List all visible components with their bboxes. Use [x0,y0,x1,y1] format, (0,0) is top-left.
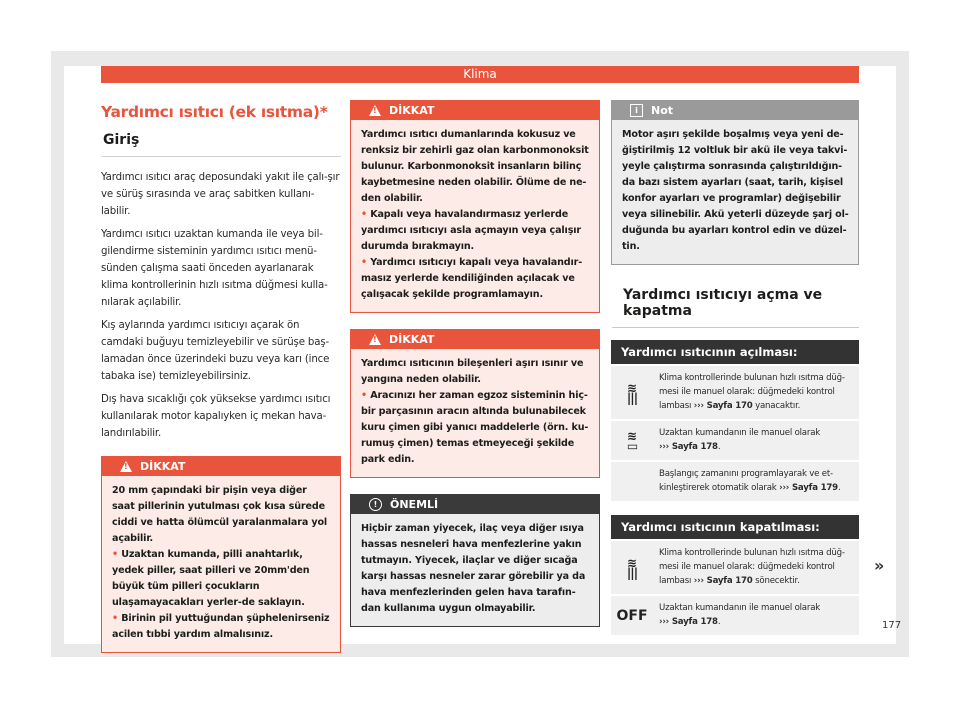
column-right [611,100,859,635]
table-on-header: Yardımcı ısıtıcının açılması: [611,340,859,364]
warning-bullet: • Uzaktan kumanda, pilli anahtarlık, yedek piller, saat pilleri ve 20mm'den büyük tüm pilleri çocukların ulaşamayacakları yerler-de saklayın. [112,549,310,608]
notice-header [351,495,599,514]
section-title: Yardımcı ısıtıcı (ek ısıtma)* [101,103,328,121]
table-row: ≋ ||| Klima kontrollerinde bulunan hızlı ısıtma düğ-mesi ile manuel olarak: düğmedeki kontrol lambası ››› Sayfa 170 sönecektir. [611,539,859,594]
table-off-header: Yardımcı ısıtıcının kapatılması: [611,515,859,539]
warning-title: DİKKAT [389,333,435,346]
continue-mark: » [874,556,885,575]
section-heading: Yardımcı ısıtıcıyı açma ve kapatma [611,287,859,328]
bullet-icon: • [112,549,122,560]
heat-icon: ≋ ||| [626,555,638,580]
table-row: ≋ ||| Klima kontrollerinde bulunan hızlı ısıtma düğ-mesi ile manuel olarak: düğmedeki kontrol lambası ››› Sayfa 170 yanacaktır. [611,364,859,419]
notice-text: Hiçbir zaman yiyecek, ilaç veya diğer ısıya hassas nesneleri hava menfezlerine yakın tutmayın. Yiyecek, ilaçlar ve diğer sıcağa karşı hassas nesneler zarar görebilir ya da hava menfezlerinden gelen hava tarafın-dan kullanıma uygun olmayabilir. [361,523,586,614]
bullet-icon: • [112,613,122,624]
chapter-header: Klima [101,66,859,83]
table-row: OFF Uzaktan kumandanın ile manuel olarak ››› Sayfa 178. [611,594,859,635]
warning-intro: 20 mm çapındaki bir pişin veya diğer saat pillerinin yutulması çok kısa sürede ciddi ve hatta ölümcül yaralanmalara yol açabilir. [112,485,328,544]
column-left [101,100,341,665]
warning-triangle-icon [120,461,132,472]
warning-bullet: • Kapalı veya havalandırmasız yerlerde yardımcı ısıtıcıyı asla açmayın veya çalışır durumda bırakmayın. [361,209,581,252]
column-middle [350,100,600,639]
table-row: ≋ ▭ Uzaktan kumandanın ile manuel olarak ››› Sayfa 178. [611,419,859,460]
bullet-icon: • [361,209,371,220]
warning-header [351,101,599,120]
warning-box [350,100,600,313]
notice-box [350,494,600,627]
notice-title: ÖNEMLİ [390,498,439,511]
table-row: Başlangıç zamanını programlayarak ve et-kinleştirerek otomatik olarak ››› Sayfa 179. [611,460,859,501]
warning-bullet: • Birinin pil yuttuğundan şüphelenirseniz acilen tıbbi yardım almalısınız. [112,613,330,640]
paragraph: Dış hava sıcaklığı çok yüksekse yardımcı ısıtıcı kullanılarak motor kapalıyken iç mekan hava-landırılabilir. [101,394,331,439]
paragraph: Yardımcı ısıtıcı araç deposundaki yakıt ile çalı-şır ve sürüş sırasında ve araç sabitken kullanı-labilir. [101,172,340,217]
note-header [612,101,858,120]
warning-intro: Yardımcı ısıtıcının bileşenleri aşırı ısınır ve yangına neden olabilir. [361,358,584,385]
info-icon: i [630,104,643,117]
page-number: 177 [882,620,902,631]
exclamation-circle-icon: ! [369,498,382,511]
warning-intro: Yardımcı ısıtıcı dumanlarında kokusuz ve renksiz bir zehirli gaz olan karbonmonoksit bulunur. Karbonmonoksit insanların bilinç kaybetmesine neden olabilir. Ölüme de ne-den olabilir. [361,129,589,204]
paragraph: Kış aylarında yardımcı ısıtıcıyı açarak ön camdaki buğuyu temizleyebilir ve sürüşe baş-lamadan önce üzerindeki buzu veya karı (ince tabaka ise) temizleyebilirsiniz. [101,320,330,382]
warning-box [350,329,600,478]
warning-box [101,456,341,653]
warning-triangle-icon [369,105,381,116]
remote-heat-icon: ≋ ▭ [626,428,638,453]
warning-header [102,457,340,476]
subsection-title: Giriş [101,132,341,157]
off-icon: OFF [616,607,648,624]
warning-triangle-icon [369,334,381,345]
warning-header [351,330,599,349]
heat-icon: ≋ ||| [626,380,638,405]
warning-bullet: • Aracınızı her zaman egzoz sisteminin hiç-bir parçasının aracın altında bulunabilecek kuru çimen gibi yanıcı maddelerle (örn. ku-rumuş çimen) temas etmeyeceği şekilde park edin. [361,390,589,465]
note-box [611,100,859,265]
bullet-icon: • [361,257,371,268]
note-title: Not [651,104,674,117]
warning-bullet: • Yardımcı ısıtıcıyı kapalı veya havalandır-masız yerlerde kendiliğinden açılacak ve çalışacak şekilde programlamayın. [361,257,583,300]
note-text: Motor aşırı şekilde boşalmış veya yeni de-ğiştirilmiş 12 voltluk bir akü ile veya takvi-yeyle çalıştırma sonrasında çalıştırıldığın-da bazı sistem ayarları (saat, tarih, kişisel konfor ayarları ve programlar) değişebilir veya silinebilir. Akü yeterli düzeyde şarj ol-duğunda bu ayarları kontrol edin ve düzel-tin. [622,129,849,252]
paragraph: Yardımcı ısıtıcı uzaktan kumanda ile veya bil-gilendirme sisteminin yardımcı ısıtıcı menü-sünden çalışma saati önceden ayarlanarak klima kontrollerinin hızlı ısıtma düğmesi kulla-nılarak açılabilir. [101,229,328,308]
bullet-icon: • [361,390,371,401]
warning-title: DİKKAT [389,104,435,117]
warning-title: DİKKAT [140,460,186,473]
